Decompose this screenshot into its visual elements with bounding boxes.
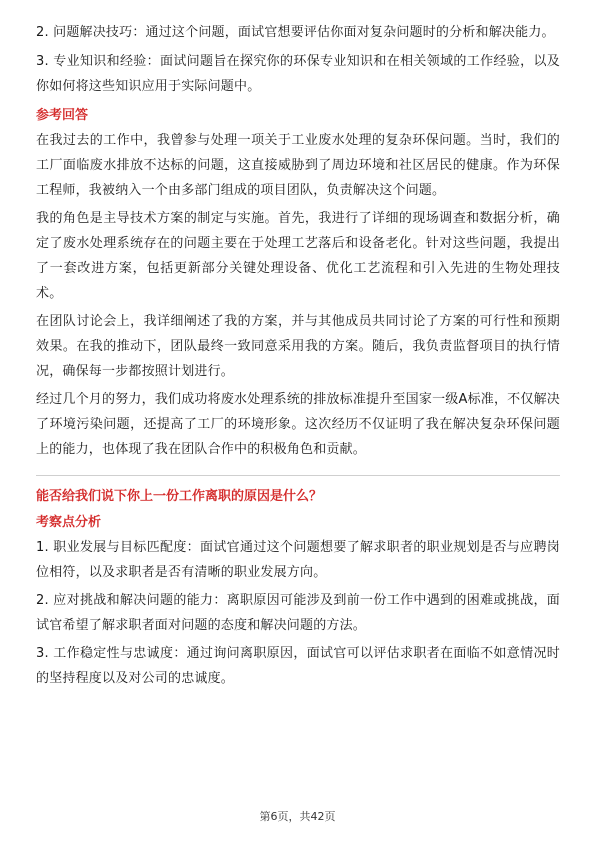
analysis-point-3: 3. 专业知识和经验：面试问题旨在探究你的环保专业知识和在相关领域的工作经验，以及你如何将这些知识应用于实际问题中。 (36, 54, 560, 94)
reference-answer-heading: 参考回答 (36, 108, 89, 123)
analysis-heading: 考察点分析 (36, 515, 102, 530)
question-title: 能否给我们说下你上一份工作离职的原因是什么？ (36, 489, 323, 504)
answer-paragraph: 我的角色是主导技术方案的制定与实施。首先，我进行了详细的现场调查和数据分析，确定了废水处理系统存在的问题主要在于处理工艺落后和设备老化。针对这些问题，我提出了一套改进方案，包括更新部分关键处理设备、优化工艺流程和引入先进的生物处理技术。 (36, 211, 560, 301)
page-number-footer: 第6页，共42页 (259, 810, 336, 823)
answer-paragraph: 在我过去的工作中，我曾参与处理一项关于工业废水处理的复杂环保问题。当时，我们的工厂面临废水排放不达标的问题，这直接威胁到了周边环境和社区居民的健康。作为环保工程师，我被纳入一个由多部门组成的项目团队，负责解决这个问题。 (36, 133, 560, 198)
analysis-point-2: 2. 应对挑战和解决问题的能力：离职原因可能涉及到前一份工作中遇到的困难或挑战，面试官希望了解求职者面对问题的态度和解决问题的方法。 (36, 593, 560, 633)
page-content (36, 20, 560, 691)
answer-paragraph: 在团队讨论会上，我详细阐述了我的方案，并与其他成员共同讨论了方案的可行性和预期效果。在我的推动下，团队最终一致同意采用我的方案。随后，我负责监督项目的执行情况，确保每一步都按照计划进行。 (36, 314, 560, 379)
analysis-point-3: 3. 工作稳定性与忠诚度：通过询问离职原因，面试官可以评估求职者在面临不如意情况时的坚持程度以及对公司的忠诚度。 (36, 646, 560, 686)
answer-paragraph: 经过几个月的努力，我们成功将废水处理系统的排放标准提升至国家一级A标准，不仅解决了环境污染问题，还提高了工厂的环境形象。这次经历不仅证明了我在解决复杂环保问题上的能力，也体现了我在团队合作中的积极角色和贡献。 (36, 392, 560, 457)
analysis-point-2: 2. 问题解决技巧：通过这个问题，面试官想要评估你面对复杂问题时的分析和解决能力。 (36, 25, 555, 40)
analysis-point-1: 1. 职业发展与目标匹配度：面试官通过这个问题想要了解求职者的职业规划是否与应聘岗位相符，以及求职者是否有清晰的职业发展方向。 (36, 540, 560, 580)
section-divider (36, 475, 560, 476)
